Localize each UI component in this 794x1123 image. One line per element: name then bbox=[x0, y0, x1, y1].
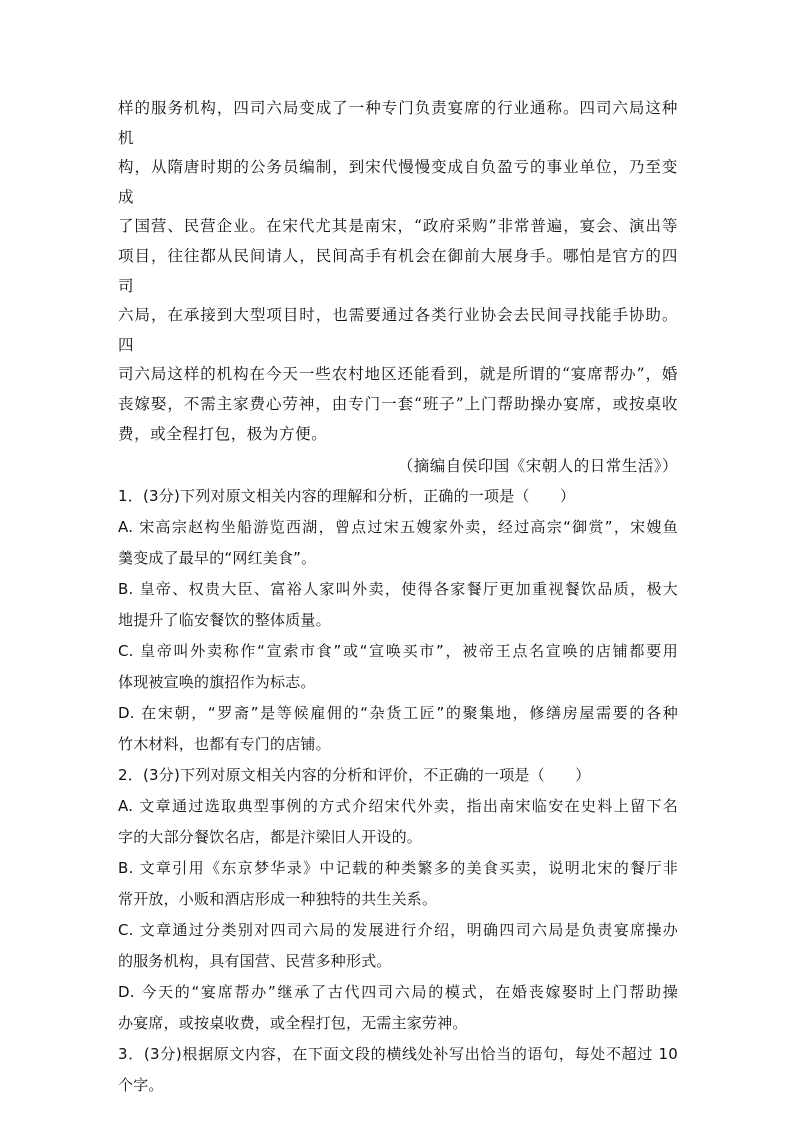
option-d bbox=[118, 977, 678, 1039]
source-citation: （摘编自侯印国《宋朝人的日常生活》） bbox=[397, 457, 678, 476]
passage-line: 构，从隋唐时期的公务员编制，到宋代慢慢变成自负盈亏的事业单位，乃至变成 bbox=[118, 158, 678, 206]
stem-line: 个字。 bbox=[118, 1076, 164, 1095]
question-stem: 1．(3分)下列对原文相关内容的理解和分析，正确的一项是（ ） bbox=[118, 487, 576, 506]
document-page bbox=[118, 94, 678, 1101]
option-line: A. 文章通过选取典型事例的方式介绍宋代外卖，指出南宋临安在史料上留下名 bbox=[118, 797, 678, 816]
passage-line: 费，或全程打包，极为方便。 bbox=[118, 424, 328, 443]
option-a bbox=[118, 512, 678, 574]
option-d bbox=[118, 698, 678, 760]
option-line: 竹木材料，也都有专门的店铺。 bbox=[118, 735, 331, 754]
option-line: D. 在宋朝，“罗斋”是等候雇佣的“杂货工匠”的聚集地，修缮房屋需要的各种 bbox=[118, 704, 678, 723]
question-3 bbox=[118, 1039, 678, 1101]
option-line: 的服务机构，具有国营、民营多种形式。 bbox=[118, 952, 392, 971]
option-a bbox=[118, 791, 678, 853]
passage-line: 项目，往往都从民间请人，民间高手有机会在御前大展身手。哪怕是官方的四司 bbox=[118, 246, 678, 295]
option-c bbox=[118, 915, 678, 977]
question-2 bbox=[118, 760, 678, 1039]
option-line: 常开放，小贩和酒店形成一种独特的共生关系。 bbox=[118, 890, 438, 909]
option-line: 体现被宣唤的旗招作为标志。 bbox=[118, 673, 316, 692]
option-line: B. 皇帝、权贵大臣、富裕人家叫外卖，使得各家餐厅更加重视餐饮品质，极大 bbox=[118, 580, 678, 599]
option-line: 羹变成了最早的“网红美食”。 bbox=[118, 549, 317, 568]
option-line: B. 文章引用《东京梦华录》中记载的种类繁多的美食买卖，说明北宋的餐厅非 bbox=[118, 859, 678, 878]
option-c bbox=[118, 636, 678, 698]
option-b bbox=[118, 574, 678, 636]
option-line: 字的大部分餐饮名店，都是汴梁旧人开设的。 bbox=[118, 828, 423, 847]
passage-line: 丧嫁娶，不需主家费心劳神，由专门一套“班子”上门帮助操办宴席，或按桌收 bbox=[118, 394, 678, 413]
passage-line: 六局，在承接到大型项目时，也需要通过各类行业协会去民间寻找能手协助。四 bbox=[118, 306, 678, 354]
option-line: 地提升了临安餐饮的整体质量。 bbox=[118, 611, 331, 630]
questions bbox=[118, 481, 678, 1101]
question-stem: 2．(3分)下列对原文相关内容的分析和评价，不正确的一项是（ ） bbox=[118, 766, 591, 785]
stem-line: 3．(3分)根据原文内容，在下面文段的横线处补写出恰当的语句，每处不超过 10 bbox=[118, 1045, 678, 1064]
question-stem bbox=[118, 1039, 678, 1101]
option-b bbox=[118, 853, 678, 915]
passage-line: 样的服务机构，四司六局变成了一种专门负责宴席的行业通称。四司六局这种机 bbox=[118, 99, 678, 147]
passage-line: 了国营、民营企业。在宋代尤其是南宋，“政府采购”非常普遍，宴会、演出等 bbox=[118, 217, 678, 236]
option-line: C. 皇帝叫外卖称作“宣索市食”或“宣唤买市”，被帝王点名宣唤的店铺都要用 bbox=[118, 642, 678, 661]
option-line: 办宴席，或按桌收费，或全程打包，无需主家劳神。 bbox=[118, 1014, 468, 1033]
option-line: C. 文章通过分类别对四司六局的发展进行介绍，明确四司六局是负责宴席操办 bbox=[118, 921, 678, 940]
question-1 bbox=[118, 481, 678, 760]
option-line: D. 今天的“宴席帮办”继承了古代四司六局的模式，在婚丧嫁娶时上门帮助操 bbox=[118, 983, 678, 1002]
passage-line: 司六局这样的机构在今天一些农村地区还能看到，就是所谓的“宴席帮办”，婚 bbox=[118, 365, 678, 384]
passage bbox=[118, 94, 678, 449]
option-line: A. 宋高宗赵构坐船游览西湖，曾点过宋五嫂家外卖，经过高宗“御赏”，宋嫂鱼 bbox=[118, 518, 678, 537]
